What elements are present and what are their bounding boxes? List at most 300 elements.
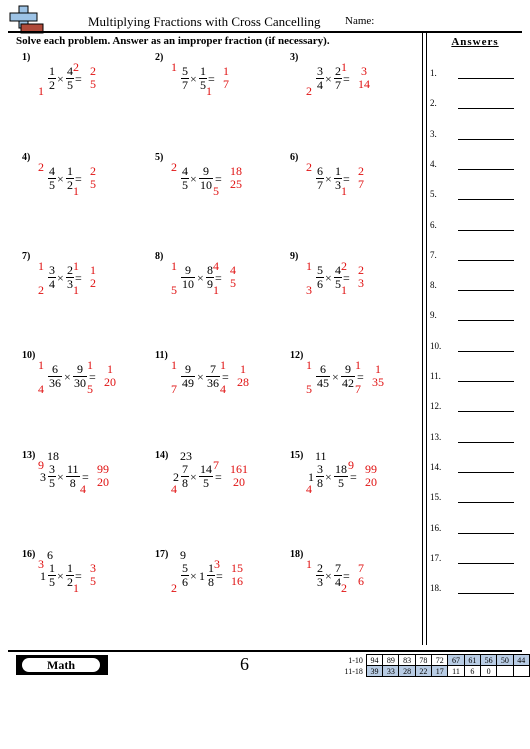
equals-sign: = [215,172,222,186]
times-sign: × [190,172,197,186]
mixed-improper-numerator: 9 [180,548,186,562]
problem [290,52,420,142]
numerator: 3 [317,64,323,78]
fraction-a [48,264,56,291]
answer-row [430,523,520,537]
equals-sign: = [343,72,350,86]
denominator: 20 [97,475,109,489]
numerator: 1 [67,164,73,178]
answer-row [430,583,520,597]
numerator: 1 [240,362,246,376]
denominator: 5 [90,77,96,91]
answer-number: 2. [430,98,437,109]
answer-fraction [89,165,97,191]
numerator: 1 [335,164,341,178]
denominator: 7 [335,78,341,92]
times-sign: × [57,172,64,186]
problem-number: 7) [22,251,31,262]
answer-number: 9. [430,310,437,321]
numerator: 7 [210,362,216,376]
numerator: 4 [335,263,341,277]
cancel-note: 3 [214,557,220,571]
fraction-b [334,463,348,490]
score-cell: 0 [480,666,496,677]
denominator: 5 [67,78,73,92]
plus-logo-icon [8,4,44,34]
equals-sign: = [216,569,223,583]
numerator: 14 [200,462,212,476]
answer-fraction [222,65,230,91]
numerator: 15 [231,561,243,575]
denominator: 9 [207,277,213,291]
answer-number: 7. [430,249,437,260]
numerator: 1 [223,64,229,78]
denominator: 36 [207,376,219,390]
fraction-b [199,165,213,192]
fraction-a [181,363,195,390]
denominator: 7 [317,178,323,192]
numerator: 3 [90,561,96,575]
cancel-note: 1 [341,60,347,74]
cancel-note: 4 [171,482,177,496]
fraction-a [48,463,56,490]
problem [290,549,420,639]
denominator: 45 [317,376,329,390]
mixed-improper-numerator: 11 [315,449,327,463]
times-sign: × [190,470,197,484]
denominator: 5 [182,178,188,192]
times-sign: × [325,271,332,285]
mixed-whole: 2 [173,470,179,484]
numerator: 9 [77,362,83,376]
answer-blank[interactable] [458,290,514,291]
answer-blank[interactable] [458,593,514,594]
answer-number: 3. [430,128,437,139]
numerator: 9 [185,263,191,277]
answer-blank[interactable] [458,502,514,503]
denominator: 4 [49,277,55,291]
cancel-note: 4 [38,382,44,396]
times-sign: × [57,470,64,484]
cancel-note: 7 [171,382,177,396]
denominator: 6 [317,277,323,291]
numerator: 5 [182,561,188,575]
answer-blank[interactable] [458,381,514,382]
denominator: 2 [67,178,73,192]
denominator: 20 [233,475,245,489]
footer-rule [8,650,522,652]
numerator: 18 [335,462,347,476]
cancel-note: 1 [306,358,312,372]
equals-sign: = [215,470,222,484]
denominator: 7 [223,77,229,91]
score-cell: 83 [399,655,415,666]
answer-divider-inner [426,33,427,645]
answer-row [430,98,520,112]
answer-number: 12. [430,401,442,412]
cancel-note: 2 [341,259,347,273]
score-cell: 89 [383,655,399,666]
numerator: 9 [345,362,351,376]
denominator: 16 [231,574,243,588]
denominator: 5 [230,276,236,290]
numerator: 2 [317,561,323,575]
answer-blank[interactable] [458,199,514,200]
numerator: 2 [90,64,96,78]
cancel-note: 1 [171,60,177,74]
problem [22,450,152,540]
mixed-whole: 3 [40,470,46,484]
subject-label: Math [22,658,100,672]
denominator: 7 [358,177,364,191]
answer-fraction [229,463,249,489]
score-cell: 17 [432,666,448,677]
denominator: 3 [335,178,341,192]
answer-fraction [230,562,244,588]
answer-fraction [103,363,117,389]
numerator: 3 [49,462,55,476]
denominator: 5 [49,476,55,490]
cancel-note: 5 [306,382,312,396]
numerator: 2 [67,263,73,277]
cancel-note: 1 [38,259,44,273]
cancel-note: 3 [306,283,312,297]
answers-title: Answers [451,36,499,48]
score-cell: 94 [366,655,382,666]
answer-blank[interactable] [458,563,514,564]
problem-number: 11) [155,350,168,361]
cancel-note: 1 [171,358,177,372]
problem [22,251,152,341]
denominator: 14 [358,77,370,91]
answer-blank[interactable] [458,78,514,79]
numerator: 6 [317,164,323,178]
problem-number: 6) [290,152,299,163]
equals-sign: = [343,172,350,186]
denominator: 2 [67,575,73,589]
score-cell: 61 [464,655,480,666]
mixed-improper-numerator: 6 [47,548,53,562]
numerator: 99 [365,462,377,476]
fraction-a [316,463,324,490]
numerator: 3 [317,462,323,476]
answer-fraction [89,562,97,588]
problem-number: 5) [155,152,164,163]
numerator: 1 [49,561,55,575]
fraction-b [66,463,80,490]
numerator: 4 [182,164,188,178]
fraction-a [181,562,189,589]
answer-blank[interactable] [458,442,514,443]
cancel-note: 2 [73,60,79,74]
times-sign: × [325,172,332,186]
numerator: 7 [182,462,188,476]
answer-row [430,462,520,476]
fraction-b [341,363,355,390]
numerator: 1 [375,362,381,376]
score-row [343,666,530,677]
answer-blank[interactable] [458,411,514,412]
equals-sign: = [215,271,222,285]
numerator: 7 [335,561,341,575]
numerator: 11 [67,462,79,476]
answer-blank[interactable] [458,320,514,321]
answer-number: 13. [430,431,442,442]
problem [22,52,152,142]
numerator: 6 [52,362,58,376]
answer-row [430,250,520,264]
numerator: 2 [90,164,96,178]
problem [155,251,285,341]
cancel-note: 2 [341,581,347,595]
score-cell: 22 [415,666,431,677]
answer-number: 15. [430,492,442,503]
answer-number: 17. [430,552,442,563]
answer-number: 14. [430,461,442,472]
cancel-note: 1 [73,259,79,273]
denominator: 5 [200,78,206,92]
fraction-a [181,264,195,291]
answer-blank[interactable] [458,108,514,109]
times-sign: × [197,370,204,384]
fraction-b [199,463,213,490]
problem [155,52,285,142]
mixed-improper-numerator: 18 [47,449,59,463]
numerator: 1 [200,64,206,78]
denominator: 30 [74,376,86,390]
denominator: 35 [372,375,384,389]
mixed-whole: 1 [199,569,205,583]
times-sign: × [325,569,332,583]
problem-number: 10) [22,350,36,361]
answer-row [430,401,520,415]
score-table [343,654,530,677]
cancel-note: 4 [306,482,312,496]
cancel-note: 1 [355,358,361,372]
times-sign: × [325,72,332,86]
cancel-note: 1 [206,84,212,98]
answer-fraction [357,264,365,290]
numerator: 2 [358,164,364,178]
cancel-note: 1 [73,581,79,595]
problem-number: 2) [155,52,164,63]
problem-number: 3) [290,52,299,63]
answer-divider [422,33,423,645]
answer-row [430,159,520,173]
cancel-note: 4 [80,482,86,496]
score-cell: 50 [497,655,513,666]
problem [290,152,420,242]
denominator: 6 [358,574,364,588]
equals-sign: = [75,271,82,285]
cancel-note: 2 [171,581,177,595]
header-rule [8,31,522,33]
numerator: 2 [335,64,341,78]
score-cell [497,666,513,677]
denominator: 3 [317,575,323,589]
score-cell: 6 [464,666,480,677]
times-sign: × [57,271,64,285]
numerator: 1 [107,362,113,376]
answer-number: 16. [430,522,442,533]
score-row-label: 11-18 [344,666,363,676]
answer-row [430,371,520,385]
denominator: 28 [237,375,249,389]
cancel-note: 1 [38,358,44,372]
problem-number: 1) [22,52,31,63]
cancel-note: 1 [73,184,79,198]
denominator: 10 [182,277,194,291]
answer-row [430,68,520,82]
answer-blank[interactable] [458,230,514,231]
answer-number: 1. [430,68,437,78]
score-cell: 56 [480,655,496,666]
denominator: 5 [199,476,213,490]
problem [155,549,285,639]
problem-number: 8) [155,251,164,262]
answer-blank[interactable] [458,533,514,534]
fraction-a [48,65,56,92]
answer-row [430,189,520,203]
answer-blank[interactable] [458,169,514,170]
cancel-note: 2 [38,160,44,174]
denominator: 20 [104,375,116,389]
denominator: 2 [90,276,96,290]
denominator: 5 [334,476,348,490]
cancel-note: 9 [348,458,354,472]
numerator: 5 [317,263,323,277]
answer-fraction [89,65,97,91]
numerator: 18 [230,164,242,178]
denominator: 20 [365,475,377,489]
numerator: 2 [358,263,364,277]
answer-row [430,553,520,567]
times-sign: × [190,569,197,583]
answer-blank[interactable] [458,472,514,473]
cancel-note: 1 [171,259,177,273]
answer-fraction [371,363,385,389]
cancel-note: 9 [38,458,44,472]
answer-row [430,432,520,446]
cancel-note: 1 [87,358,93,372]
score-cell: 67 [448,655,464,666]
fraction-a [316,165,324,192]
problem [290,350,420,440]
denominator: 5 [90,177,96,191]
numerator: 6 [320,362,326,376]
equals-sign: = [350,470,357,484]
score-row [343,655,530,666]
equals-sign: = [343,569,350,583]
answer-fraction [96,463,110,489]
cancel-note: 1 [213,283,219,297]
equals-sign: = [357,370,364,384]
problem-number: 12) [290,350,304,361]
fraction-a [48,363,62,390]
answer-fraction [357,165,365,191]
score-cell: 28 [399,666,415,677]
fraction-a [316,65,324,92]
answer-fraction [357,562,365,588]
cancel-note: 1 [73,283,79,297]
equals-sign: = [82,470,89,484]
answer-number: 18. [430,583,442,594]
problem [155,350,285,440]
answer-fraction [364,463,378,489]
instructions: Solve each problem. Answer as an improper fraction (if necessary). [16,35,330,47]
cancel-note: 2 [38,283,44,297]
answer-number: 6. [430,219,437,230]
answer-blank[interactable] [458,351,514,352]
problem-number: 16) [22,549,36,560]
denominator: 2 [49,78,55,92]
score-cell [513,666,529,677]
fraction-a [316,363,330,390]
score-cell: 72 [432,655,448,666]
worksheet-title: Multiplying Fractions with Cross Cancelling [88,14,321,29]
answer-number: 11. [430,371,441,381]
answer-number: 8. [430,280,437,291]
problem-number: 17) [155,549,169,560]
problem-number: 9) [290,251,299,262]
equals-sign: = [343,271,350,285]
answer-fraction [229,264,237,290]
fraction-a [48,165,56,192]
fraction-a [316,264,324,291]
mixed-improper-numerator: 23 [180,449,192,463]
answer-row [430,220,520,234]
numerator: 8 [207,263,213,277]
cancel-note: 1 [306,557,312,571]
denominator: 4 [317,78,323,92]
answer-blank[interactable] [458,139,514,140]
equals-sign: = [75,72,82,86]
problem-number: 4) [22,152,31,163]
problem [290,251,420,341]
fraction-a [181,463,189,490]
cancel-note: 5 [171,283,177,297]
name-label: Name: [345,15,375,27]
times-sign: × [325,470,332,484]
answer-fraction [357,65,371,91]
answer-number: 5. [430,189,437,200]
numerator: 7 [358,561,364,575]
problem-number: 18) [290,549,304,560]
problem [290,450,420,540]
numerator: 9 [185,362,191,376]
fraction-b [206,363,220,390]
equals-sign: = [208,72,215,86]
cancel-note: 7 [213,458,219,472]
problem [22,350,152,440]
denominator: 3 [67,277,73,291]
times-sign: × [64,370,71,384]
cancel-note: 2 [171,160,177,174]
equals-sign: = [222,370,229,384]
cancel-note: 7 [355,382,361,396]
cancel-note: 2 [306,160,312,174]
answer-fraction [229,165,243,191]
numerator: 4 [67,64,73,78]
answer-fraction [236,363,250,389]
fraction-a [316,562,324,589]
answer-row [430,129,520,143]
denominator: 10 [200,178,212,192]
times-sign: × [190,72,197,86]
cancel-note: 3 [38,557,44,571]
problem [22,152,152,242]
answer-blank[interactable] [458,260,514,261]
